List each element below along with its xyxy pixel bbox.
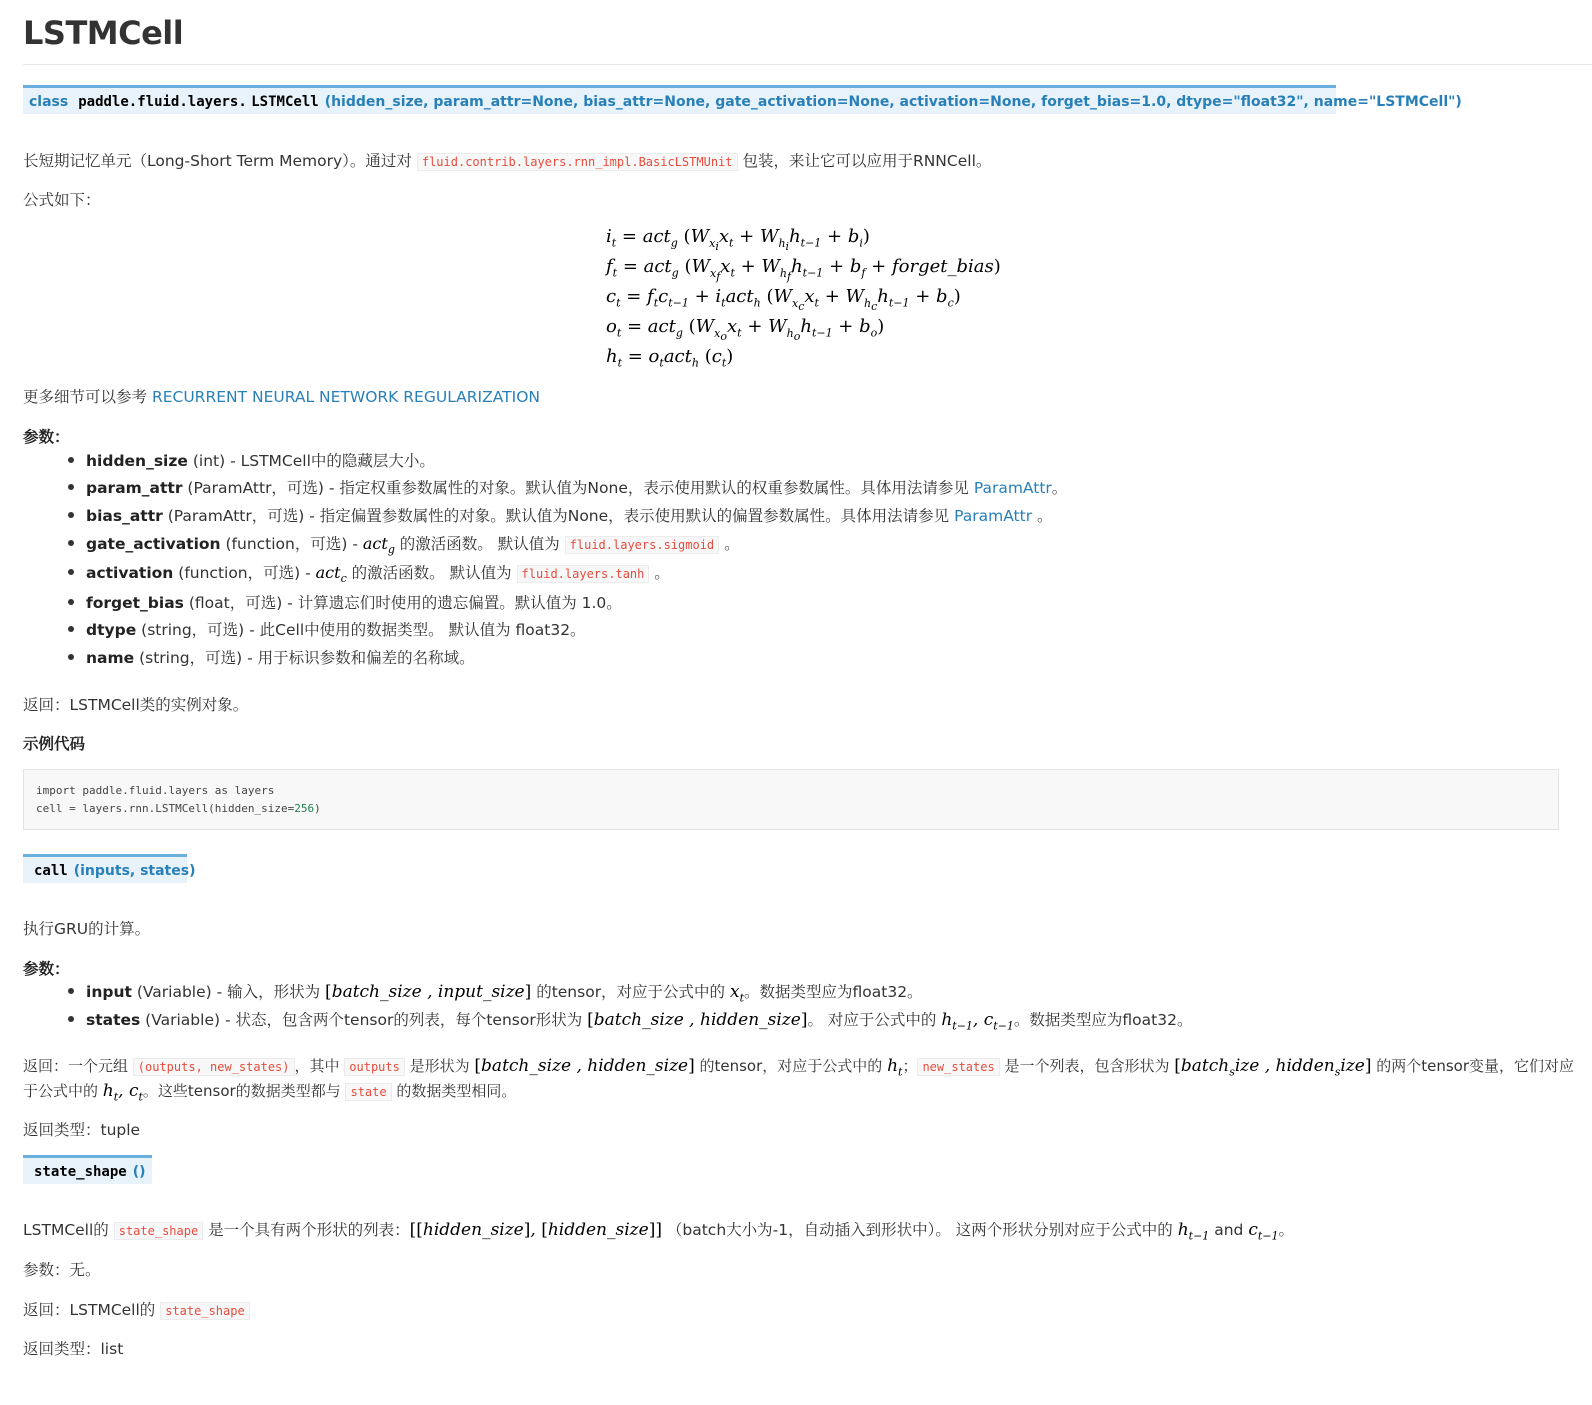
ret-code: (outputs, new_states) — [133, 1058, 295, 1076]
desc-text: （batch大小为-1，自动插入到形状中）。 这两个形状分别对应于公式中的 — [661, 1221, 1178, 1239]
bullet-icon — [68, 626, 74, 632]
ret-text: 的数据类型相同。 — [391, 1082, 517, 1100]
param-name: dtype — [86, 621, 137, 639]
class-signature — [23, 85, 1462, 114]
param-name: hidden_size — [86, 452, 188, 470]
intro-text-after: 包装，来让它可以应用于RNNCell。 — [737, 152, 992, 170]
code-text: cell = layers.rnn.LSTMCell(hidden_size= — [36, 802, 295, 815]
reference-paragraph — [23, 385, 540, 407]
param-name: states — [86, 1011, 141, 1029]
method-params: (inputs, states) — [73, 863, 196, 879]
formula-cell-state: $c_t = f_tc_{t-1} + i_tact_h$ $(W_{x_c}x_t + W_{h_c}h_{t-1} + b_c)$ — [606, 286, 961, 313]
signature-name: LSTMCell — [251, 94, 319, 110]
reference-link[interactable]: RECURRENT NEURAL NETWORK REGULARIZATION — [151, 388, 540, 406]
state-shape-desc — [23, 1218, 1294, 1242]
bullet-icon — [68, 988, 74, 994]
ret-text: 是形状为 — [404, 1057, 475, 1075]
params-label: 参数： — [23, 428, 70, 446]
param-desc: (function，可选) - — [173, 564, 316, 582]
param-item-activation — [68, 561, 670, 585]
code-number: 256 — [294, 802, 315, 815]
bullet-icon — [68, 540, 74, 546]
method-name: call — [34, 863, 68, 879]
title-divider — [23, 64, 1592, 65]
math-ht: $h_t$ — [887, 1056, 903, 1079]
intro-paragraph — [23, 149, 991, 171]
call-params-label: 参数： — [23, 960, 70, 978]
ret-text: 的tensor，对应于公式中的 — [694, 1057, 888, 1075]
call-returns-line2 — [23, 1080, 516, 1103]
param-attr-link[interactable]: ParamAttr — [954, 507, 1033, 525]
param-item-bias-attr — [68, 504, 1053, 526]
signature-keyword: class — [29, 94, 69, 110]
page-title: LSTMCell — [23, 14, 184, 52]
param-desc: (int) - LSTMCell中的隐藏层大小。 — [187, 452, 435, 470]
param-desc: 。数据类型应为float32。 — [744, 983, 923, 1001]
ret-text: 于公式中的 — [23, 1082, 103, 1100]
param-desc: 。数据类型应为float32。 — [1013, 1011, 1193, 1029]
param-name: bias_attr — [86, 507, 163, 525]
desc-code: state_shape — [114, 1222, 203, 1240]
code-text: ) — [314, 802, 321, 815]
param-code: fluid.layers.sigmoid — [565, 536, 720, 554]
param-tail: 。 — [719, 535, 740, 553]
ret-text: ； — [902, 1057, 918, 1075]
param-name: param_attr — [86, 479, 183, 497]
state-shape-returns — [23, 1298, 250, 1320]
param-desc: (string，可选) - 用于标识参数和偏差的名称域。 — [134, 649, 475, 667]
ret-text: 是一个列表，包含形状为 — [999, 1057, 1175, 1075]
formula-intro: 公式如下： — [23, 191, 101, 209]
param-name: forget_bias — [86, 594, 184, 612]
param-item-dtype — [68, 618, 586, 640]
param-item-param-attr — [68, 476, 1067, 498]
formula-forget-gate: $f_t = act_g$ ($W_{x_f}x_t + W_{h_f}h_{t-1} + b_f$ + forget_bias) — [606, 256, 1001, 283]
param-desc: (ParamAttr，可选) - 指定权重参数属性的对象。默认值为None，表示使用默认的权重参数属性。具体用法请参见 — [182, 479, 974, 497]
param-code: fluid.layers.tanh — [517, 565, 650, 583]
ret-text: 的两个tensor变量，它们对应 — [1371, 1057, 1575, 1075]
bullet-icon — [68, 654, 74, 660]
method-params: () — [132, 1164, 146, 1180]
example-code-block[interactable] — [23, 769, 1559, 830]
call-param-input — [68, 980, 923, 1004]
method-state-shape-signature — [23, 1155, 152, 1184]
intro-text-before: 长短期记忆单元（Long-Short Term Memory）。通过对 — [23, 152, 417, 170]
math-xt: $x_t$ — [730, 982, 745, 1005]
formula-output-gate: $o_t = act_g$ $(W_{x_o}x_t + W_{h_o}h_{t-1} + b_o)$ — [606, 316, 885, 343]
example-label: 示例代码 — [23, 735, 86, 753]
ret-text: 。这些tensor的数据类型都与 — [142, 1082, 346, 1100]
method-call-signature — [23, 854, 196, 883]
math-act-g: act$_g$ — [362, 534, 395, 557]
state-shape-return-type: 返回类型：list — [23, 1340, 124, 1358]
call-return-type: 返回类型：tuple — [23, 1121, 141, 1139]
call-returns-line1 — [23, 1055, 1574, 1078]
ret-code: outputs — [344, 1058, 405, 1076]
math-ct: $c_{t-1}$ — [1248, 1220, 1279, 1243]
bullet-icon — [68, 599, 74, 605]
state-shape-params: 参数：无。 — [23, 1261, 101, 1279]
param-desc: (ParamAttr，可选) - 指定偏置参数属性的对象。默认值为None，表示使用默认的偏置参数属性。具体用法请参见 — [162, 507, 955, 525]
code-line-2 — [36, 802, 321, 815]
param-desc: 的tensor，对应于公式中的 — [531, 983, 730, 1001]
signature-params: (hidden_size, param_attr=None, bias_attr=None, gate_activation=None, activation=None, forget_bias=1.0, dtype="float32", name="LSTMCell") — [324, 94, 1462, 110]
param-desc: (function，可选) - — [220, 535, 363, 553]
call-param-states — [68, 1008, 1192, 1032]
math-shape-2: [batch$_s$ize , hidden$_s$ize] — [1174, 1056, 1372, 1079]
call-desc: 执行GRU的计算。 — [23, 920, 151, 938]
ret-code: state_shape — [160, 1302, 249, 1320]
intro-code: fluid.contrib.layers.rnn_impl.BasicLSTMUnit — [417, 153, 738, 171]
math-shape: [batch_size , input_size] — [325, 982, 532, 1002]
param-tail: 。 — [1051, 479, 1068, 497]
desc-text: LSTMCell的 — [23, 1221, 114, 1239]
param-desc: (Variable) - 状态，包含两个tensor的列表，每个tensor形状为 — [140, 1011, 588, 1029]
param-item-gate-activation — [68, 532, 740, 556]
param-item-name — [68, 646, 475, 668]
math-ht-ct: $h_t$, $c_t$ — [102, 1081, 143, 1104]
bullet-icon — [68, 457, 74, 463]
ret-code: state — [345, 1083, 391, 1101]
reference-text: 更多细节可以参考 — [23, 388, 152, 406]
param-item-hidden-size — [68, 449, 435, 471]
math-shape: [batch_size , hidden_size] — [587, 1010, 808, 1030]
param-tail: 。 — [1032, 507, 1053, 525]
bullet-icon — [68, 1016, 74, 1022]
method-name: state_shape — [34, 1164, 127, 1180]
math-shapes: [[hidden_size], [hidden_size]] — [409, 1220, 662, 1240]
ret-text: 返回：LSTMCell的 — [23, 1301, 161, 1319]
math-ht-ct: $h_{t-1}$, $c_{t-1}$ — [941, 1010, 1014, 1033]
param-tail: 。 — [649, 564, 670, 582]
ret-text: ，其中 — [294, 1057, 345, 1075]
ret-text: 返回：一个元组 — [23, 1057, 133, 1075]
formula-hidden-state: $h_t = o_tact_h$ $(c_t)$ — [606, 346, 734, 370]
param-name: gate_activation — [86, 535, 221, 553]
signature-module: paddle.fluid.layers. — [78, 94, 247, 110]
desc-text: 。 — [1278, 1221, 1294, 1239]
desc-text: 是一个具有两个形状的列表： — [203, 1221, 410, 1239]
param-mid: 的激活函数。 默认值为 — [394, 535, 565, 553]
param-desc: 。 对应于公式中的 — [807, 1011, 942, 1029]
code-line-1: import paddle.fluid.layers as layers — [36, 784, 275, 797]
param-name: activation — [86, 564, 174, 582]
param-item-forget-bias — [68, 591, 622, 613]
bullet-icon — [68, 569, 74, 575]
desc-text: and — [1209, 1221, 1249, 1239]
param-desc: (string，可选) - 此Cell中使用的数据类型。 默认值为 float32。 — [136, 621, 586, 639]
param-mid: 的激活函数。 默认值为 — [346, 564, 517, 582]
param-desc: (float，可选) - 计算遗忘们时使用的遗忘偏置。默认值为 1.0。 — [183, 594, 622, 612]
math-ht: $h_{t-1}$ — [1177, 1220, 1210, 1243]
param-name: input — [86, 983, 132, 1001]
param-attr-link[interactable]: ParamAttr — [973, 479, 1052, 497]
bullet-icon — [68, 484, 74, 490]
formula-input-gate: $i_t = act_g$ $(W_{x_i}x_t + W_{h_i}h_{t-1} + b_i)$ — [606, 226, 870, 253]
bullet-icon — [68, 512, 74, 518]
math-act-c: act$_c$ — [315, 563, 347, 586]
returns-text: 返回：LSTMCell类的实例对象。 — [23, 696, 249, 714]
param-name: name — [86, 649, 135, 667]
math-shape: [batch_size , hidden_size] — [474, 1056, 695, 1076]
param-desc: (Variable) - 输入，形状为 — [131, 983, 326, 1001]
ret-code: new_states — [917, 1058, 999, 1076]
